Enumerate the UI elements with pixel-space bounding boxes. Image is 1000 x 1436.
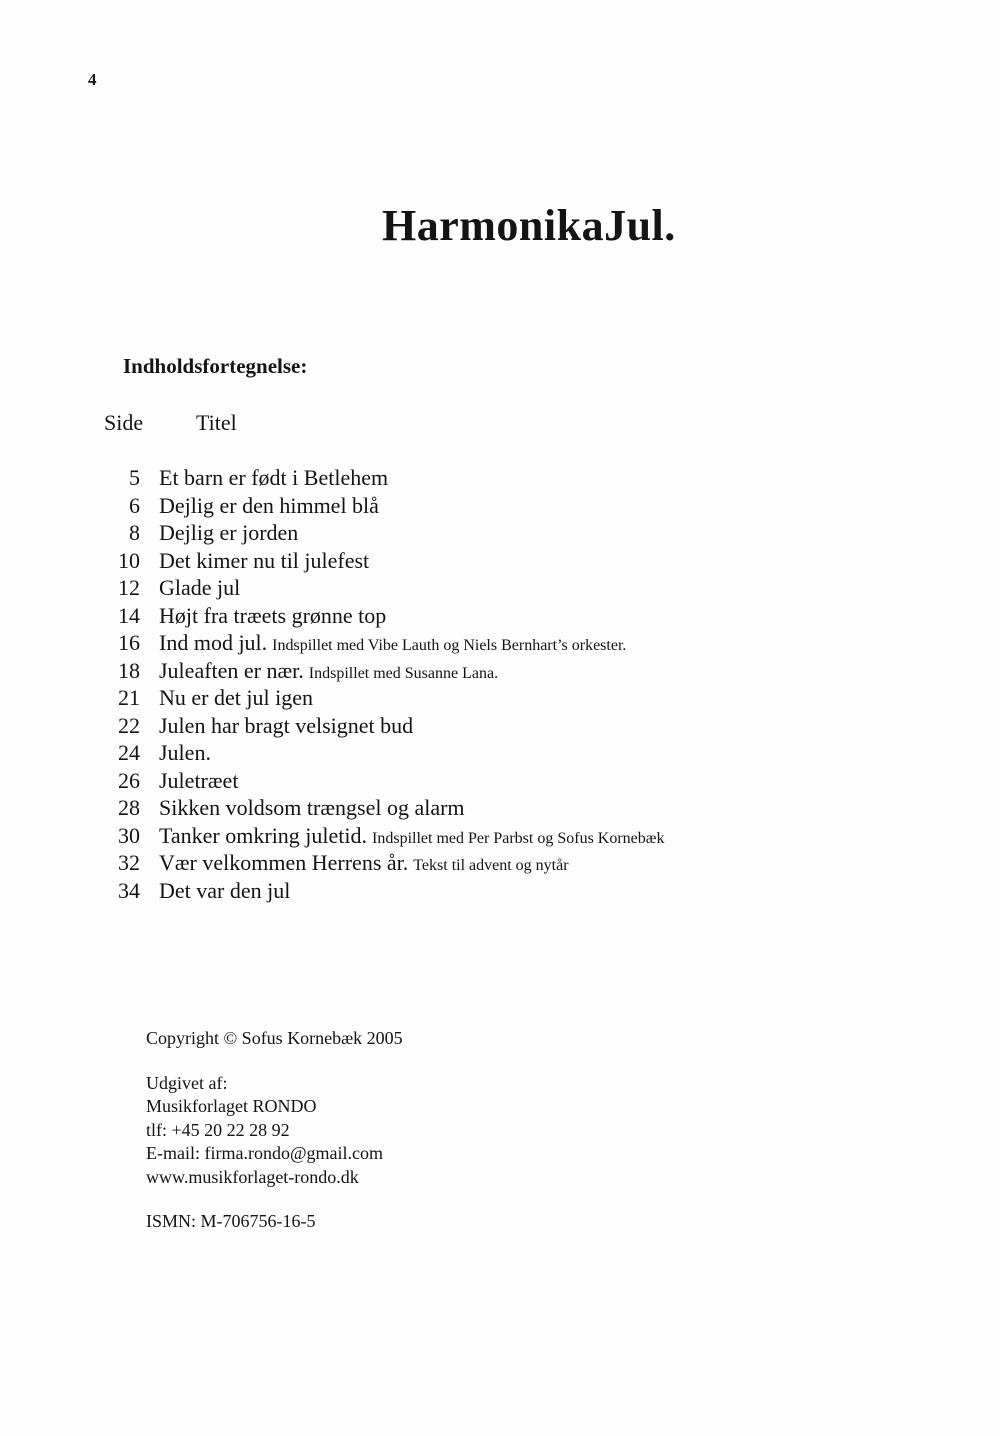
toc-row — [100, 464, 664, 492]
toc-row — [100, 574, 664, 602]
toc-page: 22 — [118, 712, 140, 738]
toc-row — [100, 492, 664, 520]
toc-title: Vær velkommen Herrens år. — [159, 850, 409, 875]
toc-row — [100, 684, 664, 712]
isbn: ISMN: M-706756-16-5 — [146, 1211, 316, 1231]
toc-title: Nu er det jul igen — [159, 685, 313, 710]
toc-row — [100, 877, 664, 905]
toc-title: Juletræet — [159, 767, 239, 793]
toc-title: Tanker omkring juletid. — [159, 822, 368, 848]
toc-page: 12 — [118, 575, 140, 600]
toc-note: Indspillet med Susanne Lana. — [308, 664, 499, 682]
toc-page: 6 — [129, 492, 140, 518]
toc-row — [100, 657, 664, 685]
toc-title: Højt fra træets grønne top — [159, 602, 387, 628]
toc-row — [100, 629, 664, 657]
toc-page: 16 — [118, 630, 140, 655]
copyright: Copyright © Sofus Kornebæk 2005 — [146, 1028, 403, 1048]
toc-row — [100, 767, 664, 795]
publisher-website: www.musikforlaget-rondo.dk — [146, 1166, 359, 1187]
toc-page: 10 — [118, 547, 140, 573]
toc-title: Sikken voldsom trængsel og alarm — [159, 795, 465, 820]
toc-title: Det var den jul — [159, 877, 291, 903]
toc-page: 28 — [118, 795, 140, 820]
toc-row — [100, 794, 664, 822]
toc-row — [100, 822, 664, 850]
page-number: 4 — [88, 70, 97, 89]
toc-page: 26 — [118, 767, 140, 793]
toc-note: Tekst til advent og nytår — [413, 857, 569, 874]
publisher-phone: tlf: +45 20 22 28 92 — [146, 1119, 290, 1140]
toc-title: Julen. — [159, 740, 211, 765]
toc-page: 34 — [118, 877, 140, 903]
toc-title: Et barn er født i Betlehem — [159, 465, 389, 490]
page-title: HarmonikaJul. — [382, 201, 676, 250]
column-header-title: Titel — [196, 410, 237, 435]
toc-title: Ind mod jul. — [159, 630, 268, 655]
toc-page: 5 — [129, 465, 140, 490]
toc-title: Dejlig er den himmel blå — [159, 492, 379, 518]
toc-title: Julen har bragt velsignet bud — [159, 712, 414, 738]
toc-row — [100, 849, 664, 877]
toc-page: 30 — [118, 822, 140, 848]
toc-title: Glade jul — [159, 575, 241, 600]
toc-page: 24 — [118, 740, 140, 765]
toc-title: Juleaften er nær. — [159, 657, 304, 683]
toc-note: Indspillet med Vibe Lauth og Niels Bernhart’s orkester. — [272, 637, 627, 654]
toc-page: 32 — [118, 850, 140, 875]
toc-page: 14 — [118, 602, 140, 628]
publisher-label: Udgivet af: — [146, 1072, 228, 1093]
toc-row — [100, 739, 664, 767]
publisher-name: Musikforlaget RONDO — [146, 1096, 317, 1116]
toc-note: Indspillet med Per Parbst og Sofus Kornebæk — [372, 829, 665, 847]
isbn-block — [146, 1210, 403, 1234]
toc-title: Dejlig er jorden — [159, 520, 299, 545]
toc-page: 21 — [118, 685, 140, 710]
toc-page: 18 — [118, 657, 140, 683]
copyright-block — [146, 1027, 403, 1051]
publisher-block — [146, 1072, 403, 1190]
toc-heading: Indholdsfortegnelse: — [123, 354, 308, 378]
toc-row — [100, 712, 664, 740]
column-header-side: Side — [104, 410, 144, 435]
toc-list — [100, 464, 664, 904]
toc-row — [100, 547, 664, 575]
publisher-email: E-mail: firma.rondo@gmail.com — [146, 1143, 384, 1163]
footer — [146, 1027, 403, 1255]
toc-row — [100, 519, 664, 547]
toc-page: 8 — [129, 520, 140, 545]
toc-title: Det kimer nu til julefest — [159, 547, 370, 573]
toc-row — [100, 602, 664, 630]
